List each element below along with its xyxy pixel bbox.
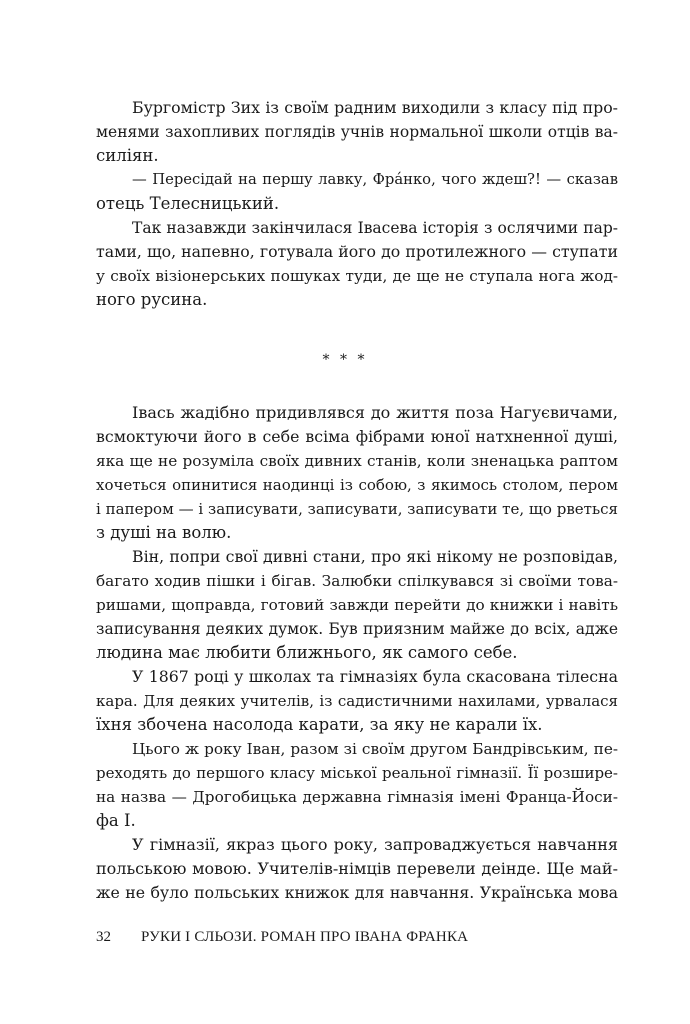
text-line: ришами, щоправда, готовий завжди перейти до книжки і навіть xyxy=(96,596,618,614)
text-line: У 1867 році у школах та гімназіях була скасована тілесна xyxy=(132,667,618,686)
text-line: ного русина. xyxy=(96,290,208,309)
text-line: Він, попри свої дивні стани, про які нікому не розповідав, xyxy=(132,547,618,566)
text-line: реходять до першого класу міської реальної гімназії. Її розшире- xyxy=(96,764,618,782)
text-line: людина має любити ближнього, як самого себе. xyxy=(96,643,518,662)
text-line: менями захопливих поглядів учнів нормальної школи отців ва- xyxy=(96,123,618,141)
text-line: фа І. xyxy=(96,811,136,830)
text-line: багато ходив пішки і бігав. Залюбки спілкувався зі своїми това- xyxy=(96,572,618,590)
text-line: яка ще не розуміла своїх дивних станів, коли зненацька раптом xyxy=(96,452,618,470)
text-line: всмоктуючи його в себе всіма фібрами юної натхненної душі, xyxy=(96,427,618,446)
text-line: у своїх візіонерських пошуках туди, де ще не ступала нога жод- xyxy=(96,267,618,285)
text-line: Так назавжди закінчилася Івасева історія з ослячими пар- xyxy=(132,219,618,237)
text-line: отець Телесницький. xyxy=(96,194,280,213)
text-line: же не було польських книжок для навчання. Українська мова xyxy=(96,883,618,902)
text-line: записування деяких думок. Був приязним майже до всіх, адже xyxy=(96,620,618,638)
text-line: кара. Для деяких учителів, із садистичними нахилами, урвалася xyxy=(96,692,618,710)
text-line: Цього ж року Іван, разом зі своїм другом Бандрівським, пе- xyxy=(132,740,618,758)
page-number: 32 xyxy=(96,929,111,945)
text-line: — Пересідай на першу лавку, Фрáнко, чого ждеш?! — сказав xyxy=(132,171,618,188)
text-line: їхня збочена насолода карати, за яку не карали їх. xyxy=(96,715,543,734)
text-line: Івась жадібно придивлявся до життя поза Нагуєвичами, xyxy=(132,403,618,422)
text-line: з душі на волю. xyxy=(96,523,232,542)
text-line: польською мовою. Учителів-німців перевели деінде. Ще май- xyxy=(96,859,618,878)
text-line: Бургомістр Зих із своїм радним виходили з класу під про- xyxy=(132,98,618,117)
text-line: У гімназії, якраз цього року, запроваджується навчання xyxy=(132,835,618,854)
running-title: РУКИ І СЛЬОЗИ. РОМАН ПРО ІВАНА ФРАНКА xyxy=(141,929,469,945)
text-line: і папером — і записувати, записувати, записувати те, що рветься xyxy=(96,500,618,518)
text-line: силіян. xyxy=(96,146,159,165)
text-line: на назва — Дрогобицька державна гімназія імені Франца-Йоси- xyxy=(96,788,618,806)
page-footer xyxy=(96,929,468,946)
section-break: * * * xyxy=(322,352,368,368)
text-line: тами, що, напевно, готувала його до протилежного — ступати xyxy=(96,242,618,261)
text-line: хочеться опинитися наодинці із собою, з якимось столом, пером xyxy=(96,476,618,494)
